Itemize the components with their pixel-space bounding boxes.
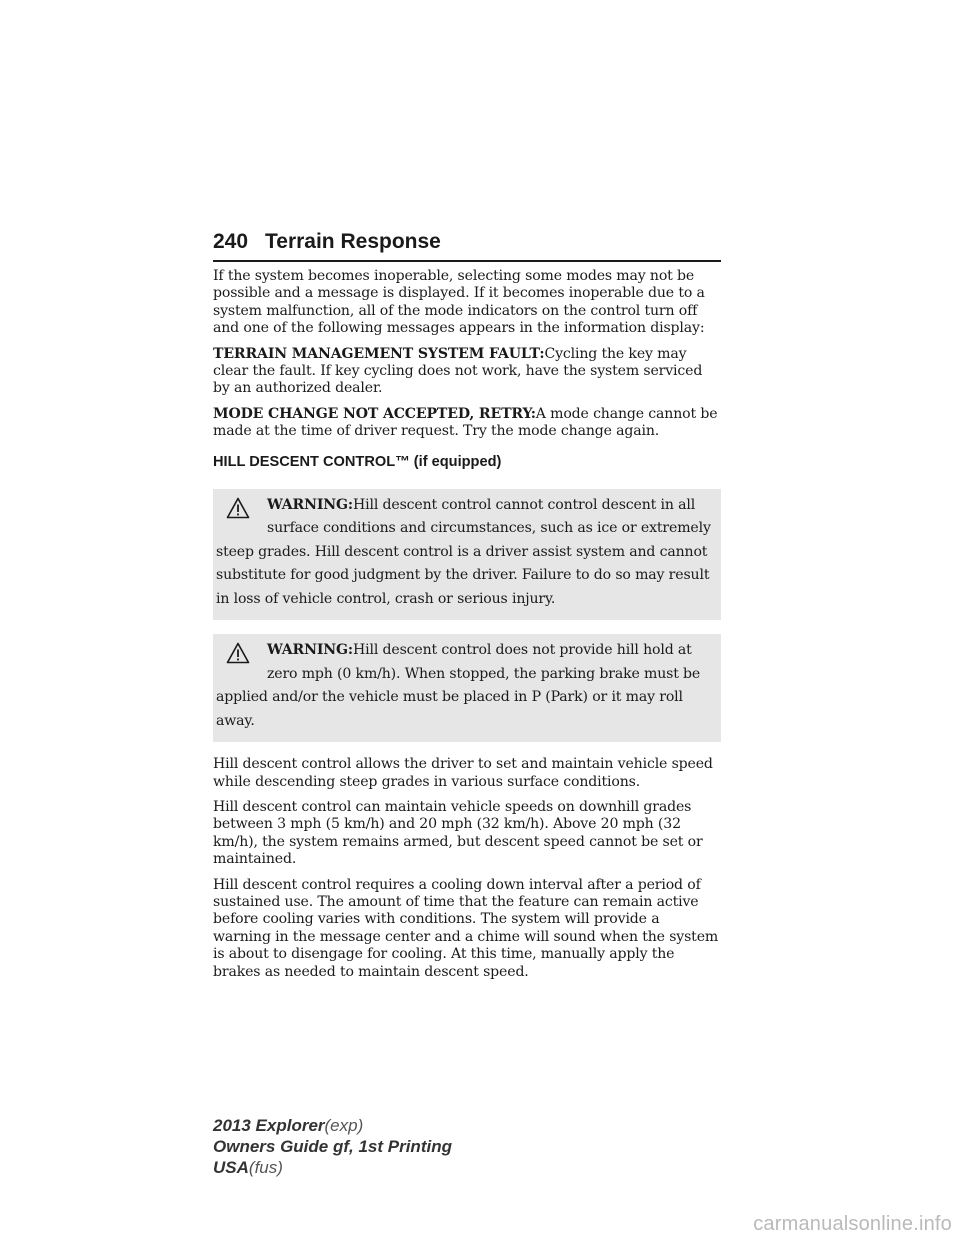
body-paragraph: Hill descent control can maintain vehicle speeds on downhill grades between 3 mph (5 km/h) and 20 mph (32 km/h). Above 20 mph (32 km/h), the system remains armed, but descent speed cannot be set or maintained. xyxy=(213,798,703,868)
warning-box xyxy=(213,489,721,621)
footer-code: (exp) xyxy=(324,1116,364,1135)
footer-code: (fus) xyxy=(248,1158,283,1177)
warning-label: WARNING: xyxy=(267,642,353,659)
warning-text: Hill descent control does not provide hill hold at zero mph (0 km/h). When stopped, the parking brake must be applied and/or the vehicle must be placed in P (Park) or it may roll away. xyxy=(216,642,701,729)
page-number: 240 xyxy=(213,230,249,253)
header-rule xyxy=(213,260,721,262)
warning-triangle-icon xyxy=(226,641,250,665)
footer-market: USA xyxy=(213,1158,249,1177)
warning-text: Hill descent control cannot control descent in all surface conditions and circumstances, such as ice or extremely steep grades. Hill descent control is a driver assist system and cannot substitute for good judgment by the driver. Failure to do so may result in loss of vehicle control, crash or serious injury. xyxy=(216,496,711,607)
message-mode-change xyxy=(213,406,721,441)
footer-model: 2013 Explorer xyxy=(213,1116,325,1135)
warning-triangle-icon xyxy=(226,496,250,520)
watermark-text: carmanualsonline.info xyxy=(753,1213,952,1235)
page-header xyxy=(213,228,721,260)
message-text: A mode change cannot be made at the time of driver request. Try the mode change again. xyxy=(213,405,718,440)
message-term: MODE CHANGE NOT ACCEPTED, RETRY: xyxy=(213,405,536,422)
footer-line xyxy=(213,1157,452,1178)
body-paragraph: Hill descent control requires a cooling down interval after a period of sustained use. The amount of time that the feature can remain active before cooling varies with conditions. The system will provide a warning in the message center and a chime will sound when the system is about to disengage for cooling. At this time, manually apply the brakes as needed to maintain descent speed. xyxy=(213,876,719,980)
message-term: TERRAIN MANAGEMENT SYSTEM FAULT: xyxy=(213,345,545,362)
print-footer xyxy=(213,1115,452,1178)
warning-box xyxy=(213,634,721,742)
section-heading: HILL DESCENT CONTROL™ (if equipped) xyxy=(213,453,502,470)
body-paragraph: Hill descent control allows the driver to set and maintain vehicle speed while descending steep grades in various surface conditions. xyxy=(213,756,713,790)
intro-paragraph: If the system becomes inoperable, selecting some modes may not be possible and a message is displayed. If it becomes inoperable due to a system malfunction, all of the mode indicators on the control turn off and one of the following messages appears in the information display: xyxy=(213,268,705,337)
chapter-title: Terrain Response xyxy=(265,230,441,253)
footer-line xyxy=(213,1115,452,1136)
message-text: Cycling the key may clear the fault. If key cycling does not work, have the system serviced by an authorized dealer. xyxy=(213,345,703,397)
message-fault xyxy=(213,346,721,398)
warning-label: WARNING: xyxy=(267,496,353,513)
page-content xyxy=(213,228,721,989)
footer-line: Owners Guide gf, 1st Printing xyxy=(213,1137,452,1156)
